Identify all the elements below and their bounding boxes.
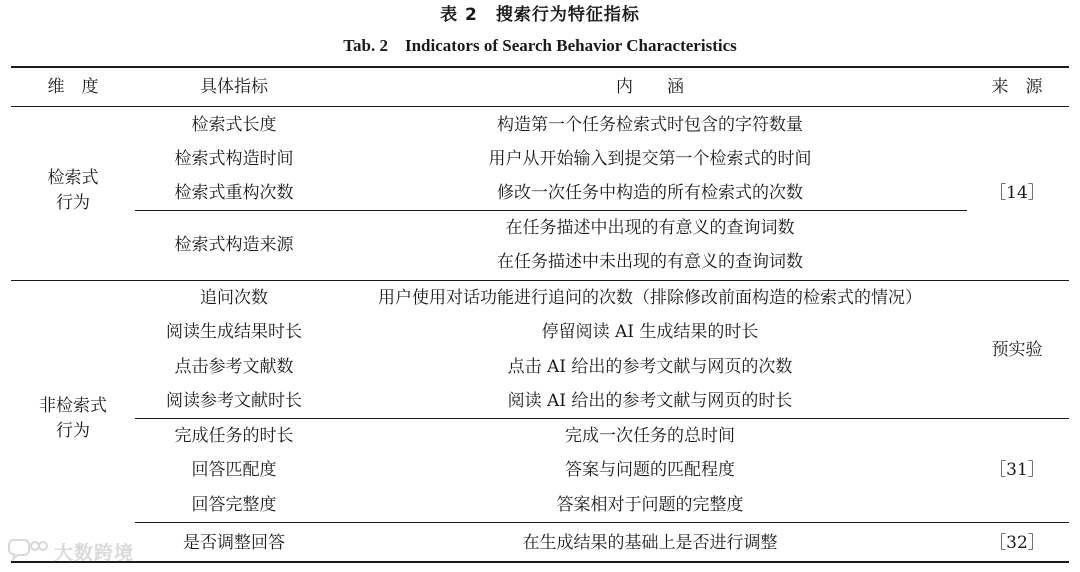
group-rule [11, 280, 1069, 281]
indicator-cell: 检索式构造时间 [174, 149, 294, 169]
table-caption-en: Tab. 2 Indicators of Search Behavior Characteristics [343, 36, 737, 55]
header-dimension: 维 度 [47, 77, 99, 97]
connotation-cell: 用户从开始输入到提交第一个检索式的时间 [488, 149, 812, 169]
connotation-cell: 修改一次任务中构造的所有检索式的次数 [497, 183, 803, 203]
connotation-cell: 用户使用对话功能进行追问的次数（排除修改前面构造的检索式的情况） [378, 288, 922, 308]
connotation-cell: 在生成结果的基础上是否进行调整 [522, 533, 778, 553]
connotation-cell: 点击 AI 给出的参考文献与网页的次数 [507, 357, 793, 377]
indicator-cell: 追问次数 [200, 288, 268, 308]
source-cell: ［14］ [989, 183, 1045, 203]
partial-rule [135, 418, 1069, 419]
indicator-cell: 检索式重构次数 [174, 183, 294, 203]
source-cell: 预实验 [991, 340, 1043, 360]
header-rule [11, 106, 1069, 107]
indicator-cell: 点击参考文献数 [174, 357, 294, 377]
connotation-cell: 完成一次任务的总时间 [565, 426, 735, 446]
source-cell: ［31］ [989, 460, 1045, 480]
header-connotation: 内 涵 [616, 77, 684, 97]
header-indicator: 具体指标 [200, 77, 268, 97]
top-rule [11, 66, 1069, 68]
partial-rule [135, 522, 1069, 523]
connotation-cell: 答案与问题的匹配程度 [565, 460, 735, 480]
indicator-cell: 是否调整回答 [183, 533, 285, 553]
connotation-cell: 停留阅读 AI 生成结果的时长 [541, 322, 759, 342]
connotation-cell: 构造第一个任务检索式时包含的字符数量 [497, 115, 803, 135]
watermark-text: 大数跨境 [54, 541, 135, 564]
connotation-cell: 在任务描述中未出现的有意义的查询词数 [497, 252, 803, 272]
header-source: 来 源 [991, 77, 1043, 97]
dimension-label: 检索式 行为 [47, 168, 99, 213]
indicator-cell: 完成任务的时长 [174, 426, 294, 446]
connotation-cell: 阅读 AI 给出的参考文献与网页的时长 [507, 391, 793, 411]
table-caption-cn: 表 2 搜索行为特征指标 [440, 5, 640, 25]
indicator-cell: 回答匹配度 [191, 460, 277, 480]
bottom-rule [11, 561, 1069, 563]
indicator-cell: 回答完整度 [191, 495, 277, 515]
dimension-label: 非检索式 行为 [39, 396, 107, 441]
connotation-cell: 答案相对于问题的完整度 [556, 495, 744, 515]
connotation-cell: 在任务描述中出现的有意义的查询词数 [505, 218, 795, 238]
source-cell: ［32］ [989, 533, 1045, 553]
indicator-cell: 检索式长度 [191, 115, 277, 135]
watermark [8, 537, 134, 565]
partial-rule [135, 210, 967, 211]
indicator-cell: 检索式构造来源 [174, 235, 294, 255]
indicator-cell: 阅读参考文献时长 [166, 391, 302, 411]
chat-bubble-icon [8, 537, 48, 565]
indicator-cell: 阅读生成结果时长 [166, 322, 302, 342]
